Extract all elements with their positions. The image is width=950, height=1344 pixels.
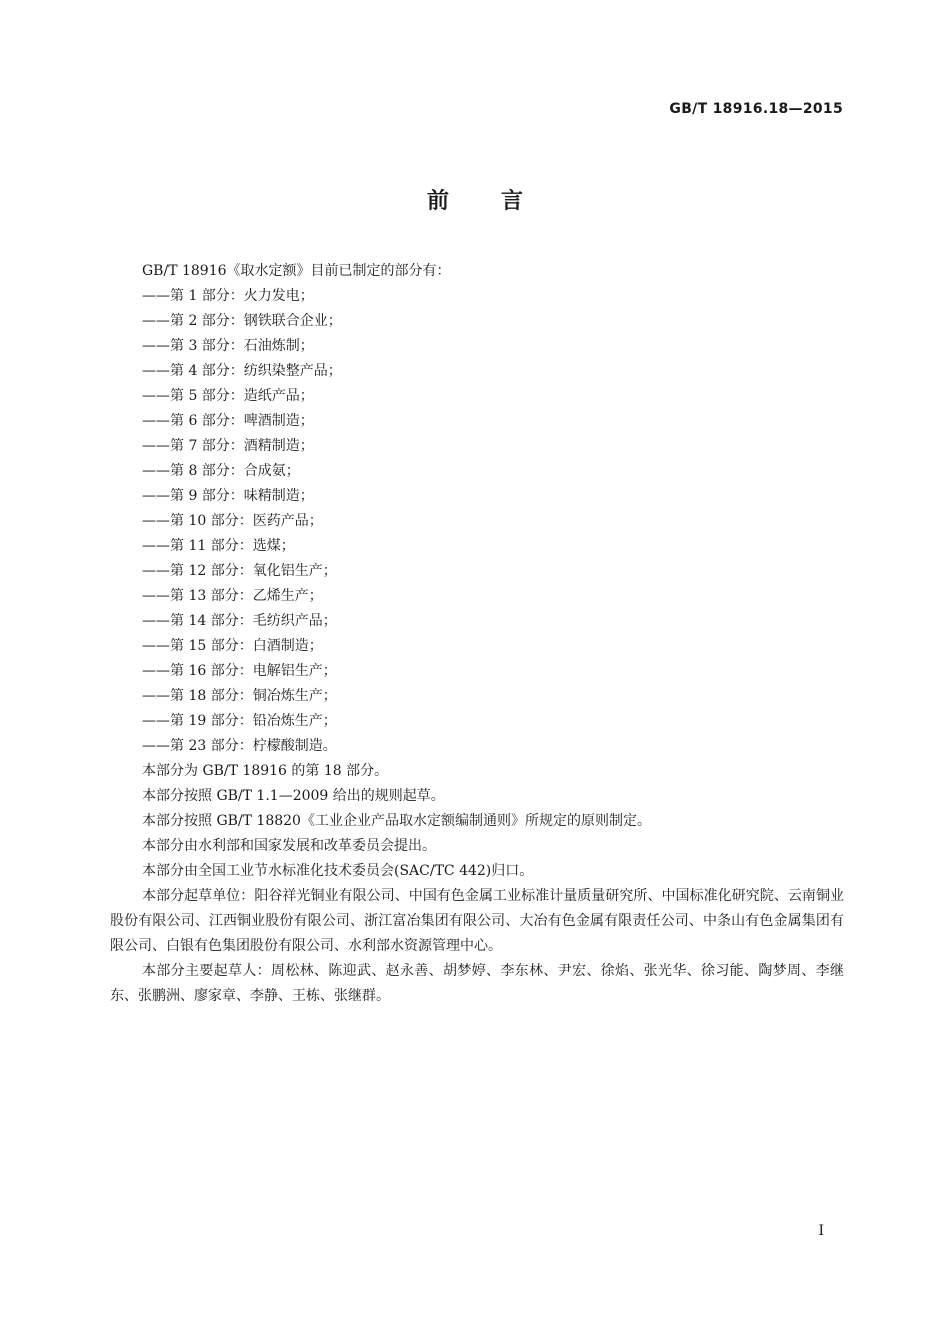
statement-line: 本部分按照 GB/T 18820《工业企业产品取水定额编制通则》所规定的原则制定。 [142, 813, 651, 829]
part-item: ——第 11 部分：选煤； [142, 538, 295, 554]
part-item: ——第 18 部分：铜冶炼生产； [142, 688, 337, 704]
document-body [110, 259, 844, 1009]
part-item: ——第 14 部分：毛纺织产品； [142, 613, 337, 629]
part-item: ——第 4 部分：纺织染整产品； [142, 363, 342, 379]
page-number: I [818, 1223, 824, 1239]
part-item: ——第 8 部分：合成氨； [142, 463, 300, 479]
part-item: ——第 19 部分：铅冶炼生产； [142, 713, 337, 729]
part-item: ——第 23 部分：柠檬酸制造。 [142, 738, 337, 754]
part-item: ——第 9 部分：味精制造； [142, 488, 314, 504]
drafters-paragraph: 本部分主要起草人：周松林、陈迎武、赵永善、胡梦婷、李东林、尹宏、徐焰、张光华、徐习能、陶梦周、李继东、张鹏洲、廖家章、李静、王栋、张继群。 [110, 963, 844, 1004]
part-item: ——第 12 部分：氧化铝生产； [142, 563, 337, 579]
page-title: 前言 [426, 189, 575, 214]
part-item: ——第 16 部分：电解铝生产； [142, 663, 337, 679]
part-item: ——第 13 部分：乙烯生产； [142, 588, 323, 604]
part-item: ——第 3 部分：石油炼制； [142, 338, 314, 354]
drafting-units-paragraph: 本部分起草单位：阳谷祥光铜业有限公司、中国有色金属工业标准计量质量研究所、中国标准化研究院、云南铜业股份有限公司、江西铜业股份有限公司、浙江富冶集团有限公司、大冶有色金属有限责任公司、中条山有色金属集团有限公司、白银有色集团股份有限公司、水利部水资源管理中心。 [110, 888, 844, 954]
part-item: ——第 7 部分：酒精制造； [142, 438, 314, 454]
statement-line: 本部分为 GB/T 18916 的第 18 部分。 [142, 763, 389, 779]
part-item: ——第 10 部分：医药产品； [142, 513, 323, 529]
intro-line: GB/T 18916《取水定额》目前已制定的部分有： [142, 263, 451, 279]
part-item: ——第 1 部分：火力发电； [142, 288, 314, 304]
part-item: ——第 5 部分：造纸产品； [142, 388, 314, 404]
part-item: ——第 2 部分：钢铁联合企业； [142, 313, 342, 329]
part-item: ——第 15 部分：白酒制造； [142, 638, 323, 654]
standard-code: GB/T 18916.18—2015 [669, 101, 843, 117]
statement-line: 本部分由全国工业节水标准化技术委员会(SAC/TC 442)归口。 [142, 863, 534, 879]
statement-line: 本部分由水利部和国家发展和改革委员会提出。 [142, 838, 436, 854]
statement-line: 本部分按照 GB/T 1.1—2009 给出的规则起草。 [142, 788, 445, 804]
part-item: ——第 6 部分：啤酒制造； [142, 413, 314, 429]
